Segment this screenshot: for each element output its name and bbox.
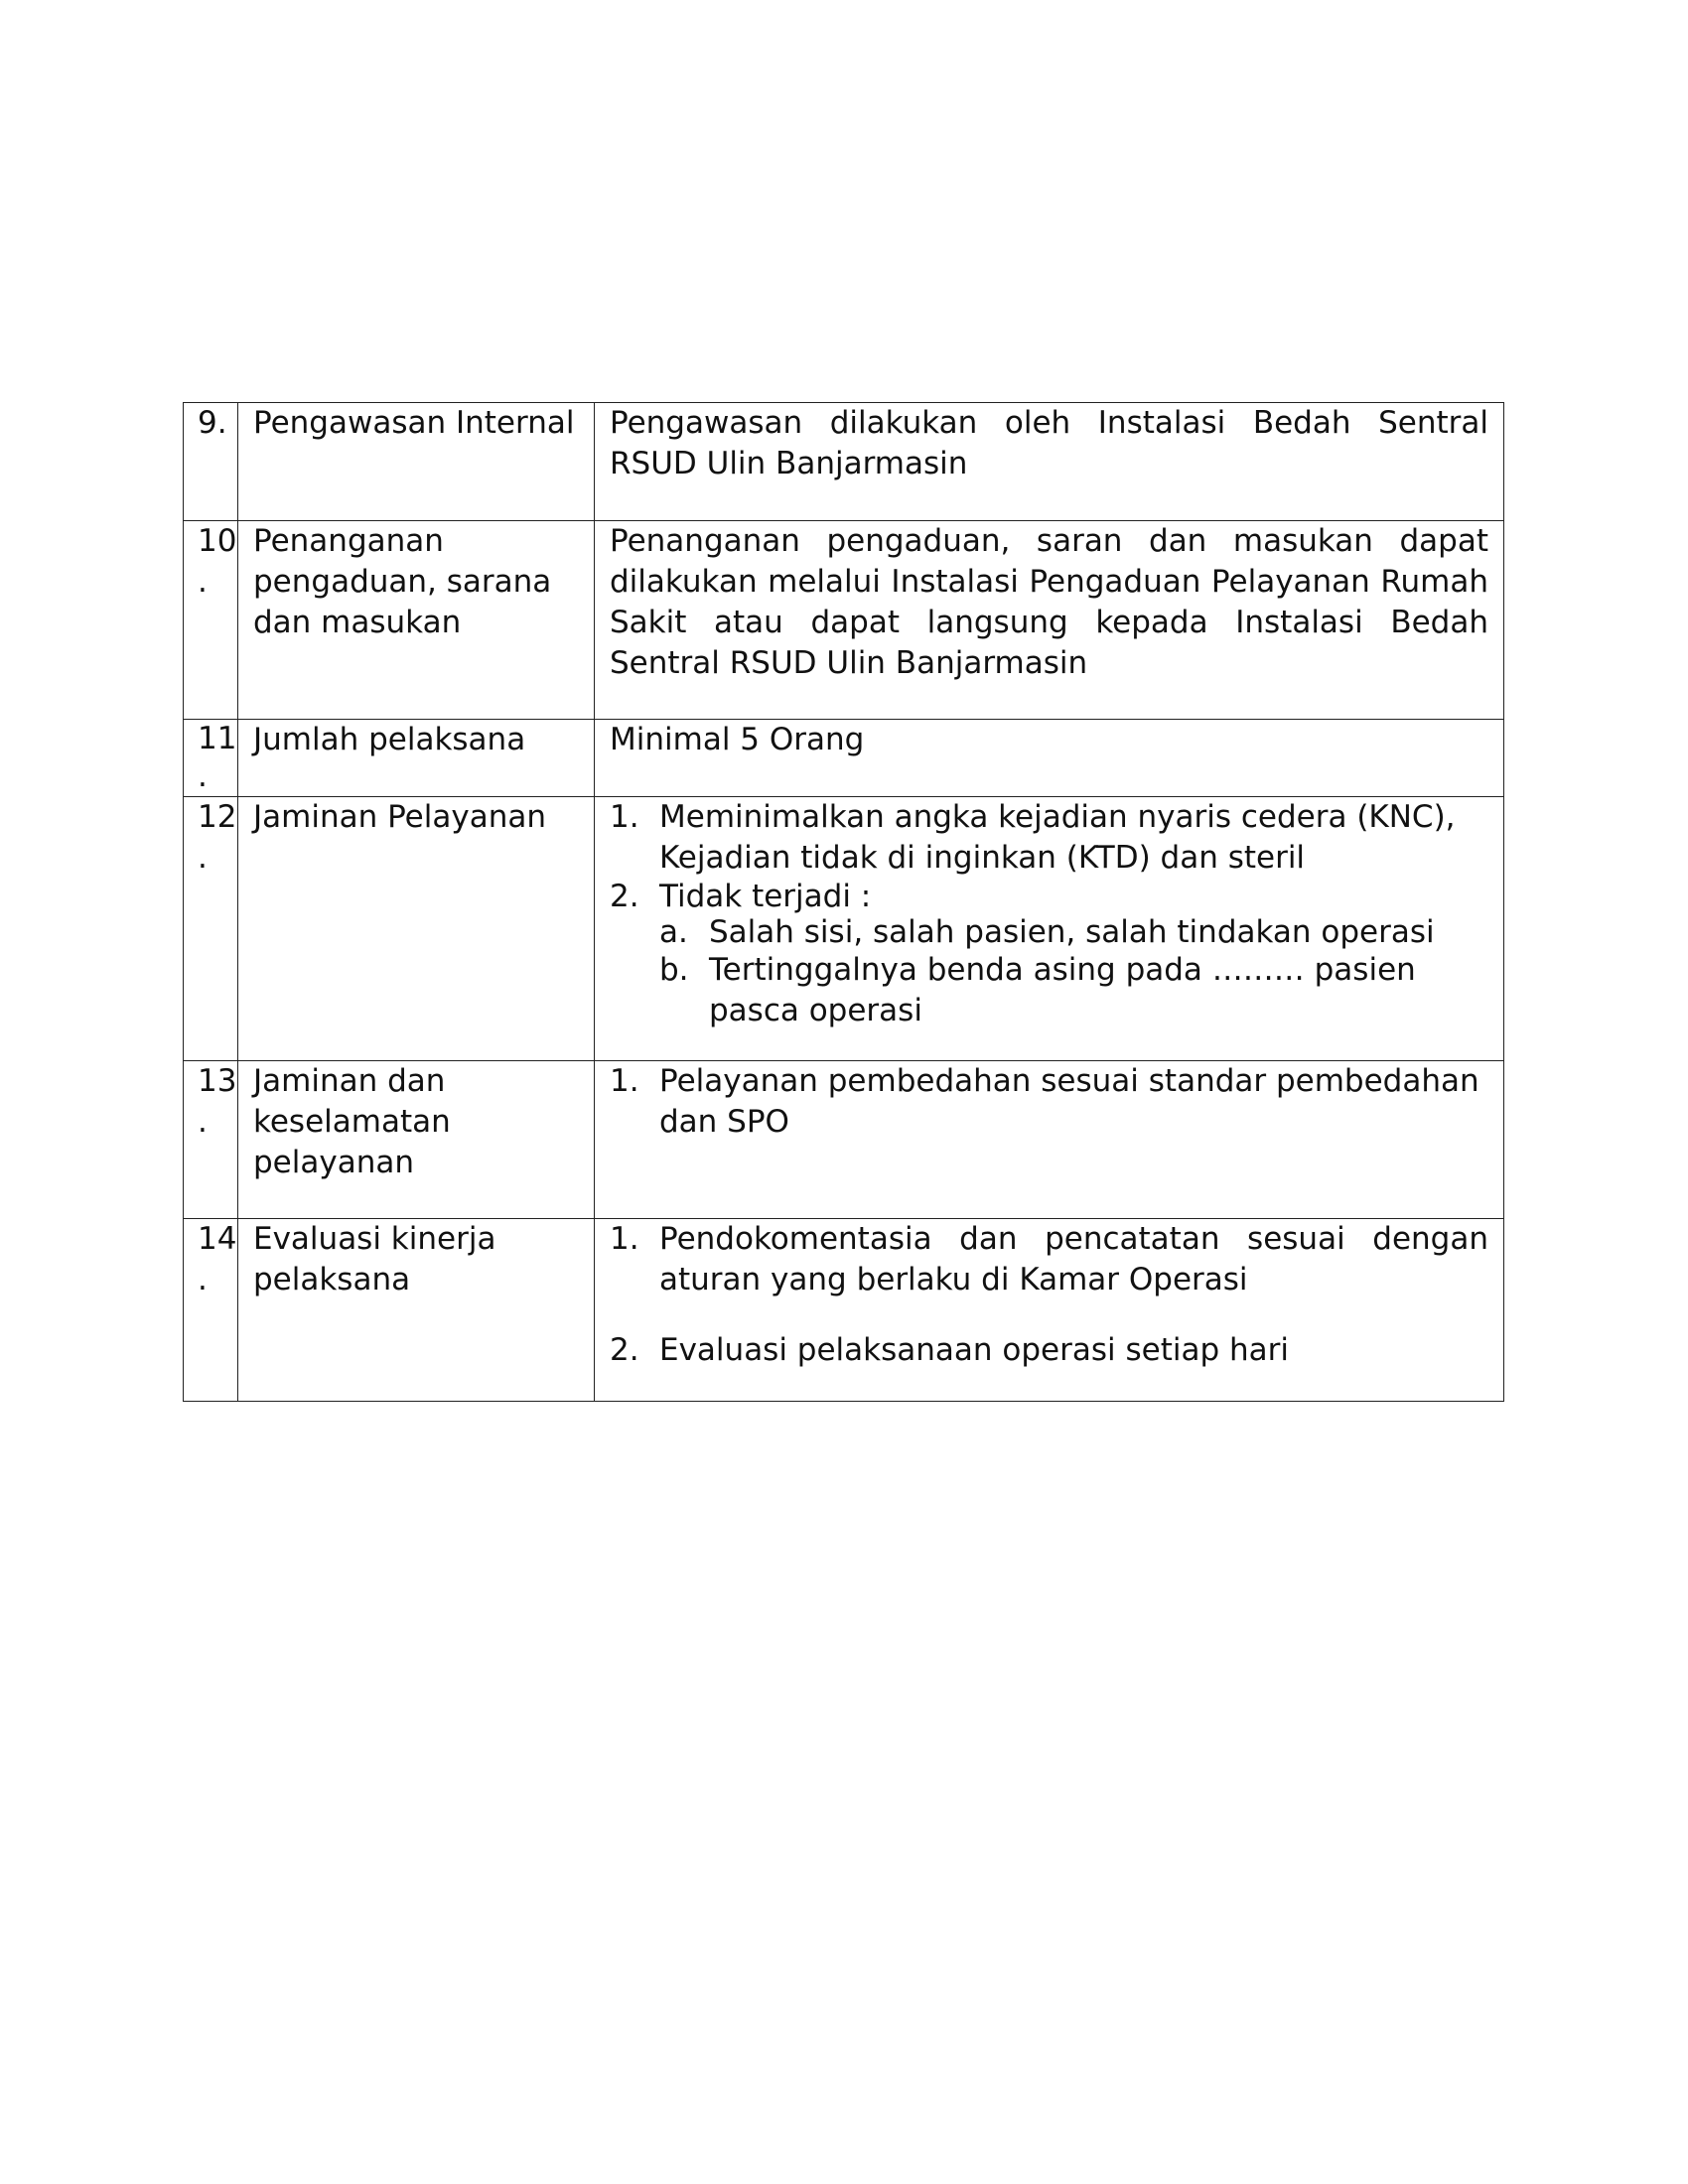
row-detail-text: Minimal 5 Orang [610,722,865,757]
table-row [184,797,1504,1061]
table-row [184,1061,1504,1219]
row-number: 10 . [184,521,238,720]
row-aspect: Pengawasan Internal [238,403,595,521]
numbered-list [610,1061,1488,1143]
row-detail [595,1061,1504,1219]
list-item-text: Pendokomentasia dan pencatatan sesuai dengan aturan yang berlaku di Kamar Operasi [659,1221,1488,1297]
row-aspect: Evaluasi kinerja pelaksana [238,1219,595,1402]
numbered-list [610,1219,1488,1371]
row-aspect: Jumlah pelaksana [238,720,595,797]
row-detail-text: Pengawasan dilakukan oleh Instalasi Bedah Sentral RSUD Ulin Banjarmasin [610,405,1488,481]
row-detail-text: Penanganan pengaduan, saran dan masukan dapat dilakukan melalui Instalasi Pengaduan Pelayanan Rumah Sakit atau dapat langsung kepada Instalasi Bedah Sentral RSUD Ulin Banjarmasin [610,523,1488,681]
list-item [610,1061,1488,1143]
numbered-list [610,797,1488,1031]
row-detail [595,403,1504,521]
table-row [184,403,1504,521]
list-item-text: Evaluasi pelaksanaan operasi setiap hari [659,1332,1290,1368]
table-row [184,1219,1504,1402]
row-aspect: Jaminan Pelayanan [238,797,595,1061]
sub-list [610,914,1488,1031]
row-number: 13 . [184,1061,238,1219]
sub-list-item [659,950,1488,1031]
list-item [610,797,1488,879]
list-item-number: 1. [610,1063,639,1099]
row-detail [595,1219,1504,1402]
table-row [184,521,1504,720]
list-item-number: 1. [610,1221,639,1257]
sub-list-item-letter: a. [659,914,688,950]
list-item [610,1330,1488,1371]
row-aspect: Jaminan dan keselamatan pelayanan [238,1061,595,1219]
service-standard-table [183,402,1504,1402]
sub-list-item-letter: b. [659,952,689,988]
row-number: 9. [184,403,238,521]
list-item-text: Tidak terjadi : [659,879,872,914]
list-item-text: Pelayanan pembedahan sesuai standar pembedahan dan SPO [659,1063,1479,1140]
row-number: 12 . [184,797,238,1061]
row-detail [595,720,1504,797]
list-item-number: 1. [610,799,639,835]
row-number: 14 . [184,1219,238,1402]
list-item-number: 2. [610,1332,639,1368]
sub-list-item-text: Tertinggalnya benda asing pada ……… pasien pasca operasi [709,952,1416,1028]
sub-list-item [659,914,1488,950]
row-number: 11 . [184,720,238,797]
list-item-number: 2. [610,879,639,914]
table-row [184,720,1504,797]
list-item [610,1219,1488,1300]
row-aspect: Penanganan pengaduan, sarana dan masukan [238,521,595,720]
list-item [610,879,1488,914]
sub-list-item-text: Salah sisi, salah pasien, salah tindakan operasi [709,914,1435,950]
row-detail [595,521,1504,720]
list-item-text: Meminimalkan angka kejadian nyaris cedera (KNC), Kejadian tidak di inginkan (KTD) dan steril [659,799,1456,876]
row-detail [595,797,1504,1061]
